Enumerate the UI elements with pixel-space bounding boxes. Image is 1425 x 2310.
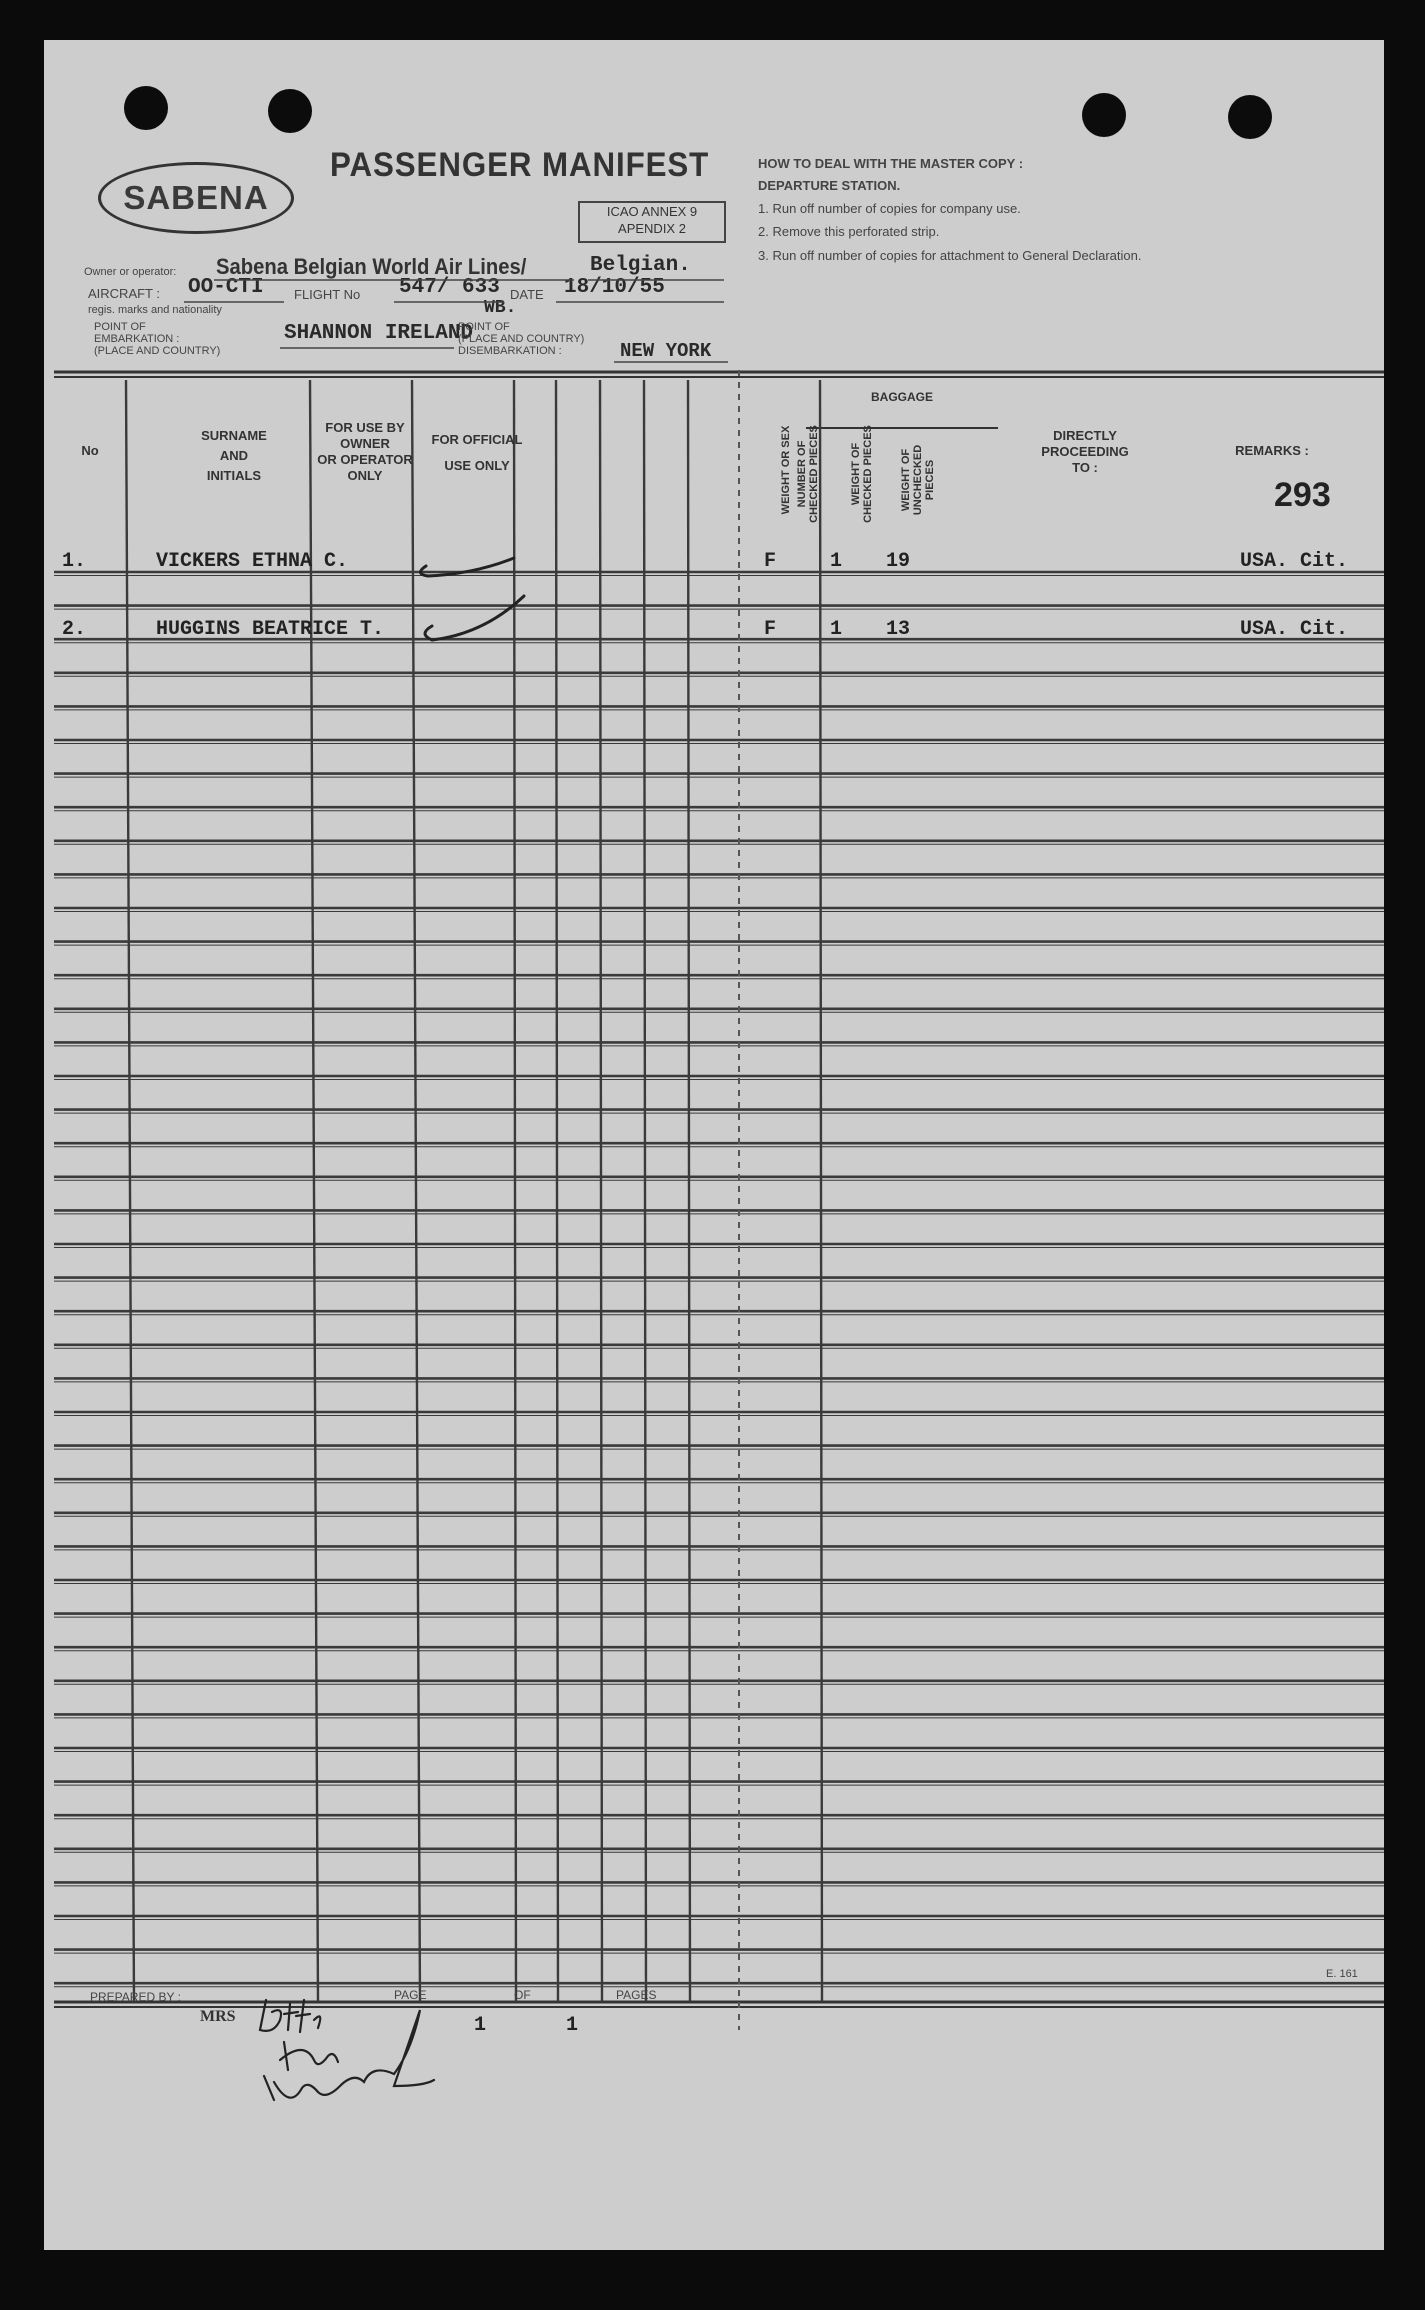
manifest-sheet [44, 40, 1384, 2250]
header-line: SURNAME [201, 428, 267, 443]
passenger-sex: F [764, 618, 777, 641]
flight-value: 547/ 633 [399, 276, 500, 299]
header-line: USE ONLY [444, 458, 510, 473]
column-header-checked-weight: WEIGHT OF CHECKED PIECES [850, 425, 874, 523]
passenger-name: HUGGINS BEATRICE T. [156, 618, 385, 641]
column-header-remarks: REMARKS : [1235, 443, 1309, 458]
icao-line-2: APENDIX 2 [618, 221, 686, 236]
date-label: DATE [510, 287, 544, 302]
regis-label: regis. marks and nationality [88, 304, 222, 316]
date-value: 18/10/55 [564, 276, 665, 299]
form-code: E. 161 [1326, 1968, 1358, 1980]
disembark-label: DISEMBARKATION : [458, 345, 562, 357]
column-header-unchecked-weight: WEIGHT OF UNCHECKED PIECES [900, 444, 936, 516]
disembark-label: POINT OF [458, 321, 510, 333]
header-line: PROCEEDING [1041, 444, 1129, 459]
passenger-remarks: USA. Cit. [1240, 550, 1349, 573]
column-line [644, 380, 646, 2002]
passenger-remarks: USA. Cit. [1240, 618, 1349, 641]
prepared-label: PREPARED BY : [90, 1990, 181, 2004]
column-line [820, 380, 822, 2002]
embark-value: SHANNON IRELAND [284, 322, 474, 345]
nationality-value: Belgian. [590, 254, 691, 277]
header-line: FOR OFFICIAL [431, 432, 523, 447]
page-value: 1 [474, 2014, 487, 2037]
flight-suffix: WB. [484, 298, 517, 318]
aircraft-value: OO-CTI [188, 276, 264, 299]
remarks-number: 293 [1274, 476, 1331, 514]
owner-label: Owner or operator: [84, 266, 177, 278]
column-header-baggage: BAGGAGE [870, 390, 933, 404]
column-header-official [412, 432, 542, 474]
page-label: PAGE [394, 1988, 427, 2002]
passenger-name: VICKERS ETHNA C. [156, 550, 349, 573]
header-line: AND [219, 448, 249, 463]
instruction-step: 3. Run off number of copies for attachment to General Declaration. [758, 248, 1142, 263]
row-number: 2. [62, 618, 87, 641]
column-line [556, 380, 558, 2002]
passenger-sex: F [764, 550, 777, 573]
column-line [688, 380, 690, 2002]
pages-label: PAGES [616, 1988, 657, 2002]
checked-pieces: 1 [830, 550, 843, 573]
owner-value: Sabena Belgian World Air Lines/ [216, 254, 527, 279]
column-header-no: No [81, 443, 99, 458]
column-header-proceeding [1010, 428, 1160, 476]
disembark-label: (PLACE AND COUNTRY) [458, 333, 585, 345]
header-line: DIRECTLY [1053, 428, 1117, 443]
form-underlines [44, 40, 1384, 400]
signature-prefix: MRS [200, 2008, 236, 2025]
header-line: OR OPERATOR [317, 452, 413, 467]
icao-line-1: ICAO ANNEX 9 [606, 204, 698, 219]
checked-pieces: 1 [830, 618, 843, 641]
header-line: OWNER [340, 436, 390, 451]
header-line: INITIALS [206, 468, 262, 483]
column-header-weight-sex: WEIGHT OR SEX [780, 425, 792, 515]
column-header-owner-use [310, 420, 420, 484]
column-header-checked-number: NUMBER OF CHECKED PIECES [796, 425, 820, 523]
page-title: PASSENGER MANIFEST [330, 146, 710, 184]
flight-label: FLIGHT No [294, 287, 361, 302]
sabena-logo: SABENA [98, 162, 294, 234]
of-label: OF [514, 1988, 531, 2002]
checked-weight: 13 [886, 618, 911, 641]
embark-label: (PLACE AND COUNTRY) [94, 345, 221, 357]
embark-label: POINT OF [94, 321, 146, 333]
row-number: 1. [62, 550, 87, 573]
header-line: ONLY [347, 468, 383, 483]
check-mark [414, 550, 554, 660]
instruction-step: 2. Remove this perforated strip. [758, 224, 940, 239]
embark-label: EMBARKATION : [94, 333, 180, 345]
checked-weight: 19 [886, 550, 911, 573]
disembark-value: NEW YORK [620, 340, 712, 362]
column-line [126, 380, 134, 2002]
pages-value: 1 [566, 2014, 579, 2037]
header-line: TO : [1072, 460, 1098, 475]
aircraft-label: AIRCRAFT : [88, 286, 160, 301]
column-line [600, 380, 602, 2002]
instructions-subtitle: DEPARTURE STATION. [758, 178, 901, 193]
signature-scribble [244, 1990, 444, 2110]
instruction-step: 1. Run off number of copies for company use. [758, 201, 1021, 216]
header-line: FOR USE BY [325, 420, 405, 435]
instructions-title: HOW TO DEAL WITH THE MASTER COPY : [758, 156, 1024, 171]
